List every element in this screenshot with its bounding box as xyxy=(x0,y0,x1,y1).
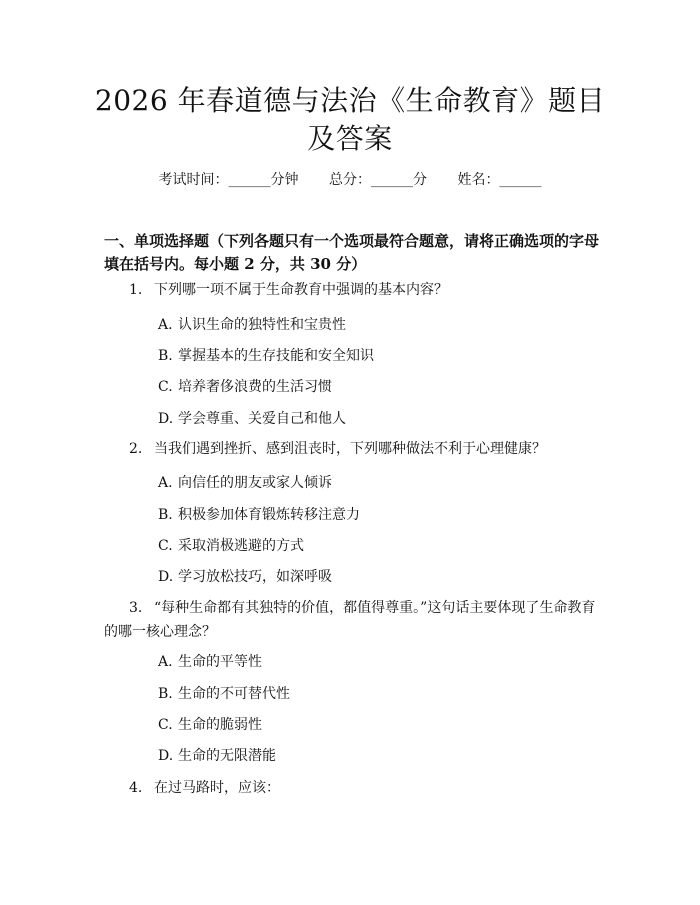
question-number: 1. xyxy=(129,282,143,298)
exam-meta xyxy=(0,171,700,189)
question-1-option-c xyxy=(158,378,332,396)
question-1-option-d xyxy=(158,410,346,428)
question-3-option-b xyxy=(158,685,290,703)
question-1-option-a xyxy=(158,316,346,334)
option-letter: D. xyxy=(158,748,174,764)
option-letter: B. xyxy=(158,507,173,523)
question-1-option-b xyxy=(158,347,374,365)
question-number: 2. xyxy=(129,441,143,457)
option-letter: C. xyxy=(158,717,173,733)
option-text: 采取消极逃避的方式 xyxy=(178,538,304,554)
document-title: 2026 年春道德与法治《生命教育》题目及答案 xyxy=(94,84,606,155)
option-text: 培养奢侈浪费的生活习惯 xyxy=(178,379,332,395)
total-score-field: 总分：______分 xyxy=(329,172,427,188)
option-letter: A. xyxy=(158,475,173,491)
option-letter: C. xyxy=(158,379,173,395)
question-1 xyxy=(129,278,448,302)
option-text: 学习放松技巧，如深呼吸 xyxy=(178,569,332,585)
section-heading-single-choice: 一、单项选择题（下列各题只有一个选项最符合题意，请将正确选项的字母填在括号内。每小题 2 分，共 30 分） xyxy=(104,232,600,273)
question-3 xyxy=(104,596,604,644)
option-text: 生命的不可替代性 xyxy=(178,686,290,702)
question-3-option-d xyxy=(158,747,276,765)
question-2-option-c xyxy=(158,537,304,555)
option-letter: A. xyxy=(158,317,173,333)
question-text: “每种生命都有其独特的价值，都值得尊重。”这句话主要体现了生命教育的哪一核心理念？ xyxy=(104,600,596,640)
option-text: 学会尊重、关爱自己和他人 xyxy=(178,411,346,427)
question-2-option-d xyxy=(158,568,332,586)
option-text: 积极参加体育锻炼转移注意力 xyxy=(178,507,360,523)
option-letter: B. xyxy=(158,686,173,702)
student-name-field: 姓名：______ xyxy=(457,172,542,188)
option-text: 生命的无限潜能 xyxy=(178,748,276,764)
option-text: 掌握基本的生存技能和安全知识 xyxy=(178,348,374,364)
question-number: 4. xyxy=(129,780,143,796)
question-text: 在过马路时，应该： xyxy=(154,780,280,796)
option-text: 生命的平等性 xyxy=(178,654,262,670)
question-text: 下列哪一项不属于生命教育中强调的基本内容？ xyxy=(154,282,448,298)
option-letter: C. xyxy=(158,538,173,554)
option-text: 生命的脆弱性 xyxy=(178,717,262,733)
option-text: 认识生命的独特性和宝贵性 xyxy=(178,317,346,333)
question-number: 3. xyxy=(129,600,143,616)
question-2 xyxy=(129,437,546,461)
question-3-option-c xyxy=(158,716,262,734)
option-letter: B. xyxy=(158,348,173,364)
option-letter: D. xyxy=(158,411,174,427)
question-2-option-a xyxy=(158,474,332,492)
option-letter: A. xyxy=(158,654,173,670)
option-letter: D. xyxy=(158,569,174,585)
option-text: 向信任的朋友或家人倾诉 xyxy=(178,475,332,491)
question-4 xyxy=(129,776,280,800)
question-text: 当我们遇到挫折、感到沮丧时，下列哪种做法不利于心理健康？ xyxy=(154,441,546,457)
question-3-option-a xyxy=(158,653,262,671)
exam-time-field: 考试时间：______分钟 xyxy=(158,172,299,188)
question-2-option-b xyxy=(158,506,360,524)
